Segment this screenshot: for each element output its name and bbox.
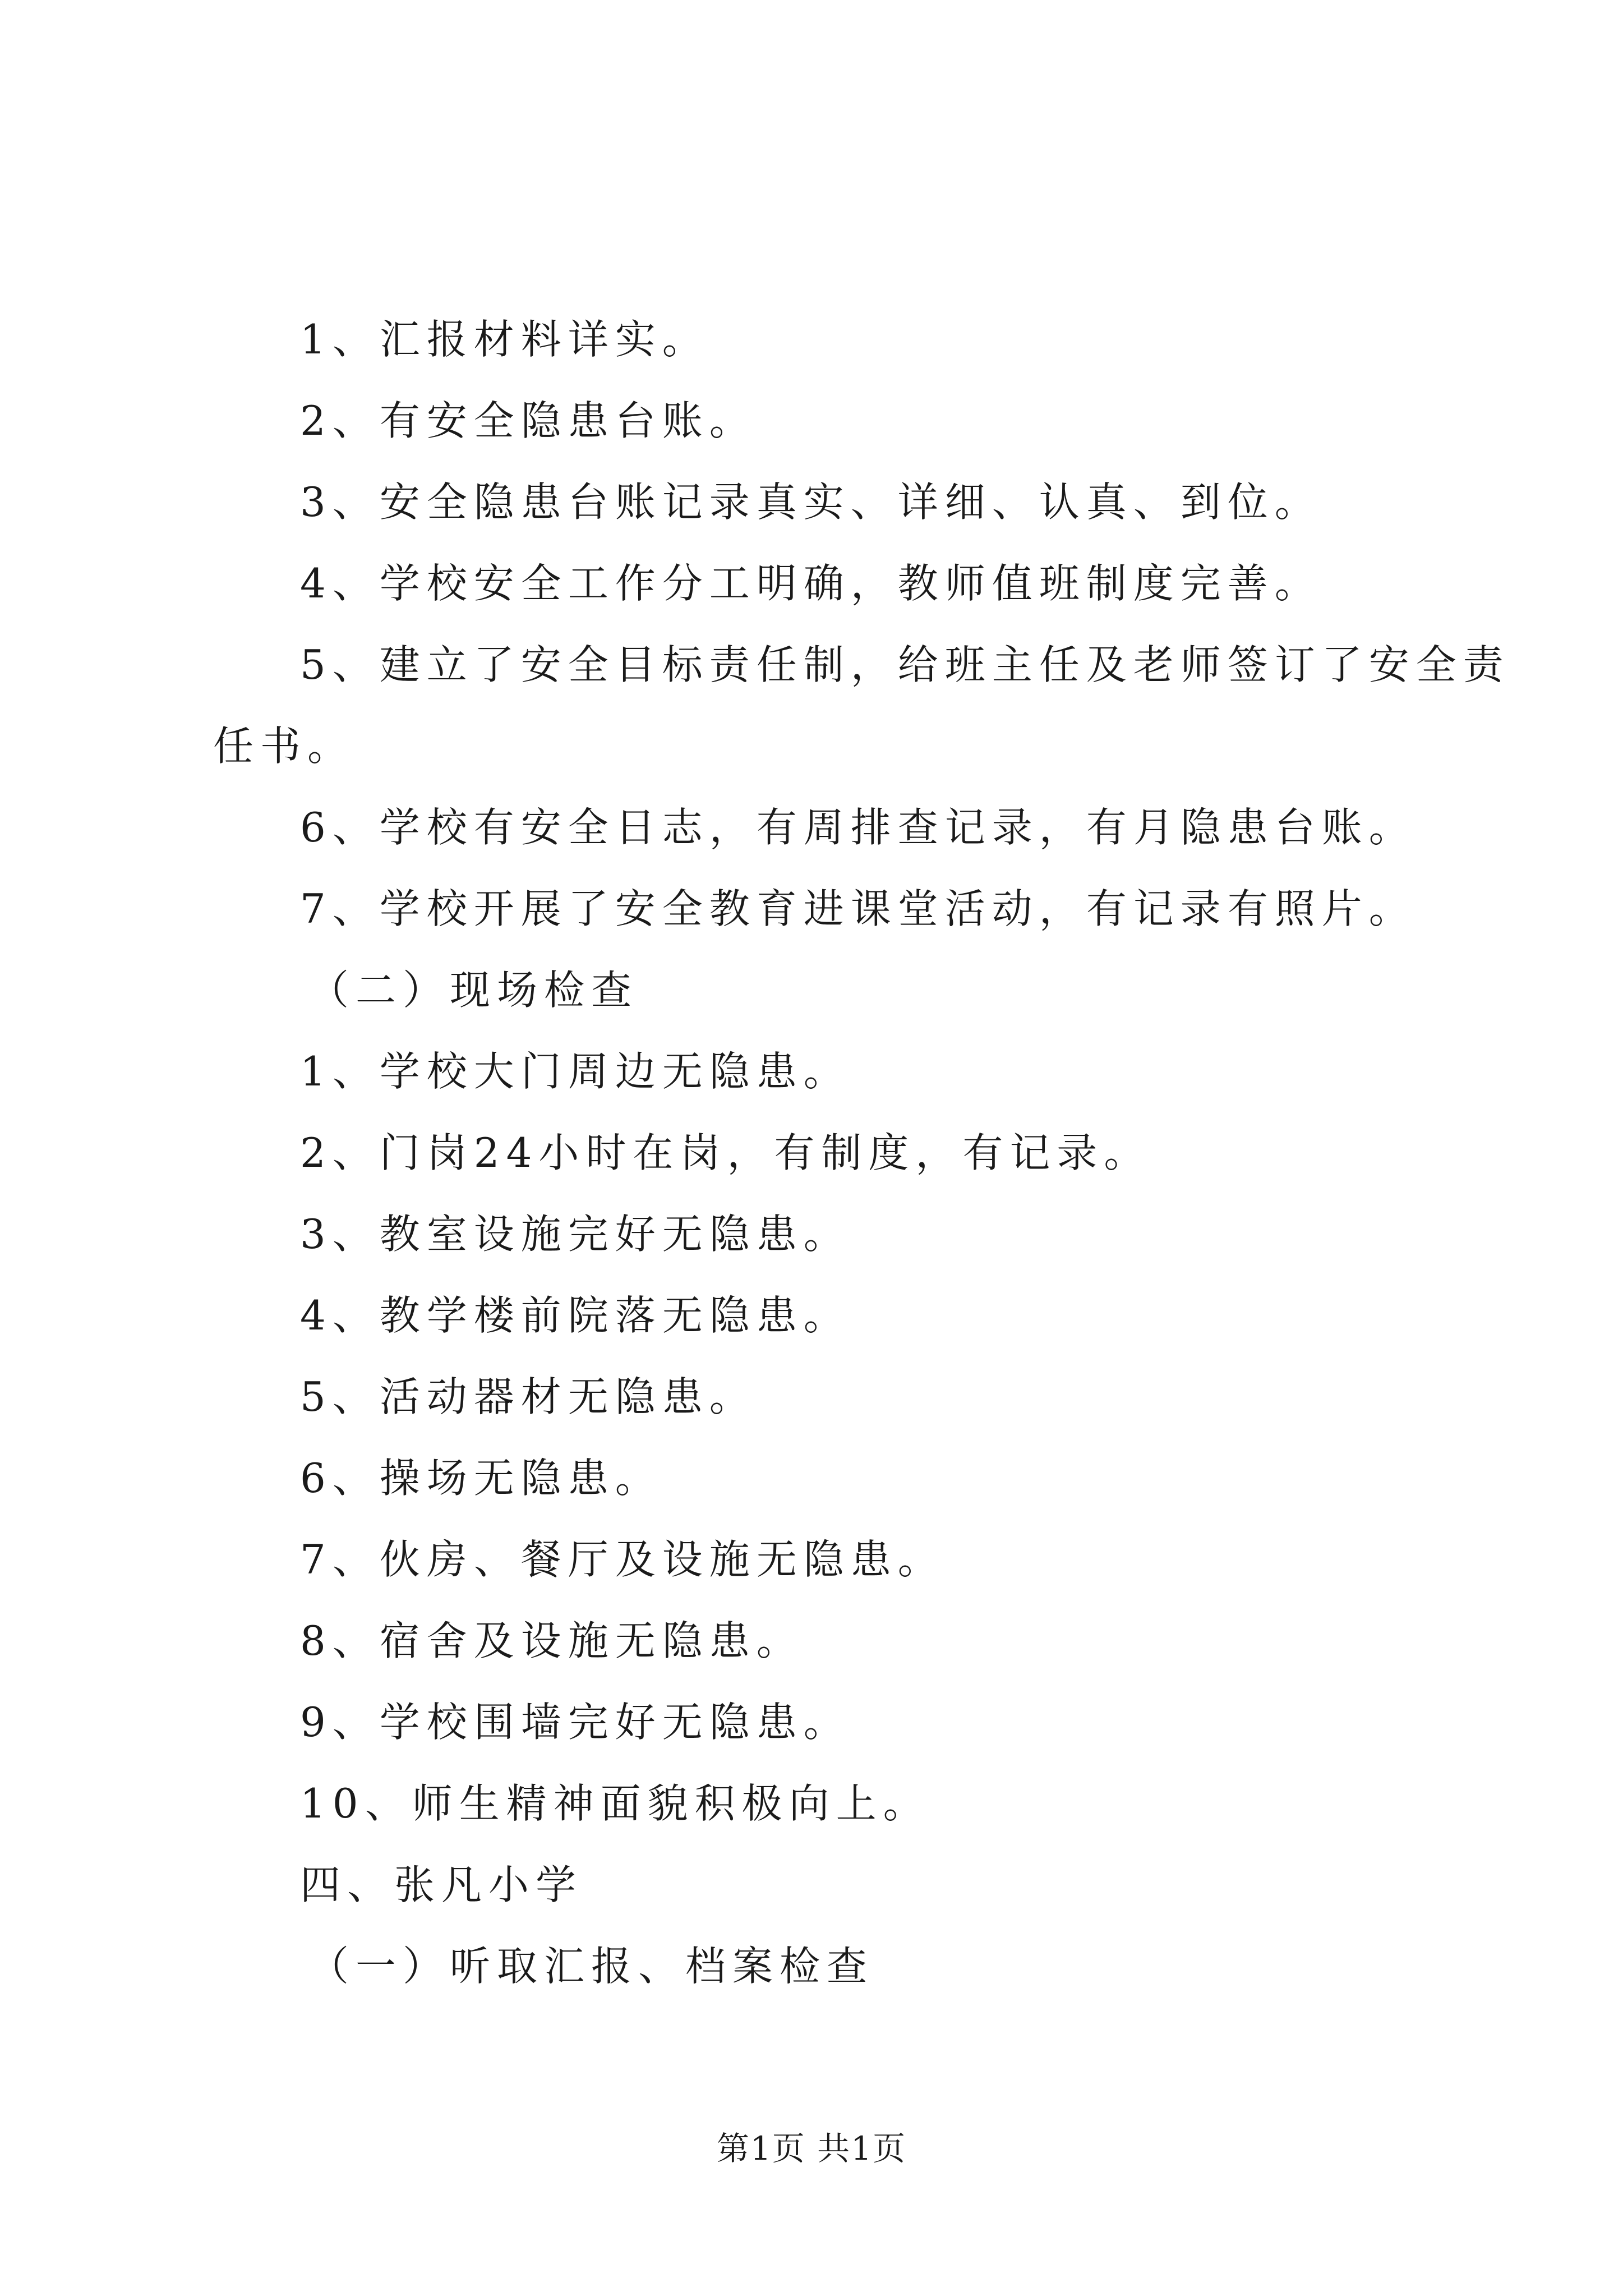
document-line-1: 1、汇报材料详实。 [300, 316, 709, 363]
document-line-14: 5、活动器材无隐患。 [300, 1373, 757, 1420]
document-line-12: 3、教室设施完好无隐患。 [300, 1211, 851, 1258]
document-line-16: 7、伙房、餐厅及设施无隐患。 [300, 1536, 945, 1583]
document-line-3: 3、安全隐患台账记录真实、详细、认真、到位。 [300, 478, 1322, 526]
document-line-2: 2、有安全隐患台账。 [300, 397, 757, 444]
document-line-8: 7、学校开展了安全教育进课堂活动，有记录有照片。 [300, 885, 1416, 932]
document-line-13: 4、教学楼前院落无隐患。 [300, 1292, 851, 1339]
section-heading: （二）现场检查 [308, 967, 639, 1014]
document-line-7: 6、学校有安全日志，有周排查记录，有月隐患台账。 [300, 804, 1416, 851]
document-line-5: 5、建立了安全目标责任制，给班主任及老师签订了安全责 [300, 641, 1510, 688]
document-line-18: 9、学校围墙完好无隐患。 [300, 1699, 851, 1746]
document-line-15: 6、操场无隐患。 [300, 1455, 662, 1502]
document-line-19: 10、师生精神面貌积极向上。 [300, 1780, 930, 1827]
document-line-10: 1、学校大门周边无隐患。 [300, 1048, 851, 1095]
document-line-4: 4、学校安全工作分工明确，教师值班制度完善。 [300, 560, 1322, 607]
document-line-11: 2、门岗24小时在岗，有制度，有记录。 [300, 1129, 1151, 1176]
page-footer: 第1页 共1页 [716, 2129, 907, 2168]
subsection-heading: （一）听取汇报、档案检查 [308, 1943, 874, 1990]
document-line-17: 8、宿舍及设施无隐患。 [300, 1617, 804, 1664]
document-line-6: 任书。 [213, 723, 355, 770]
section-title: 四、张凡小学 [300, 1861, 583, 1908]
